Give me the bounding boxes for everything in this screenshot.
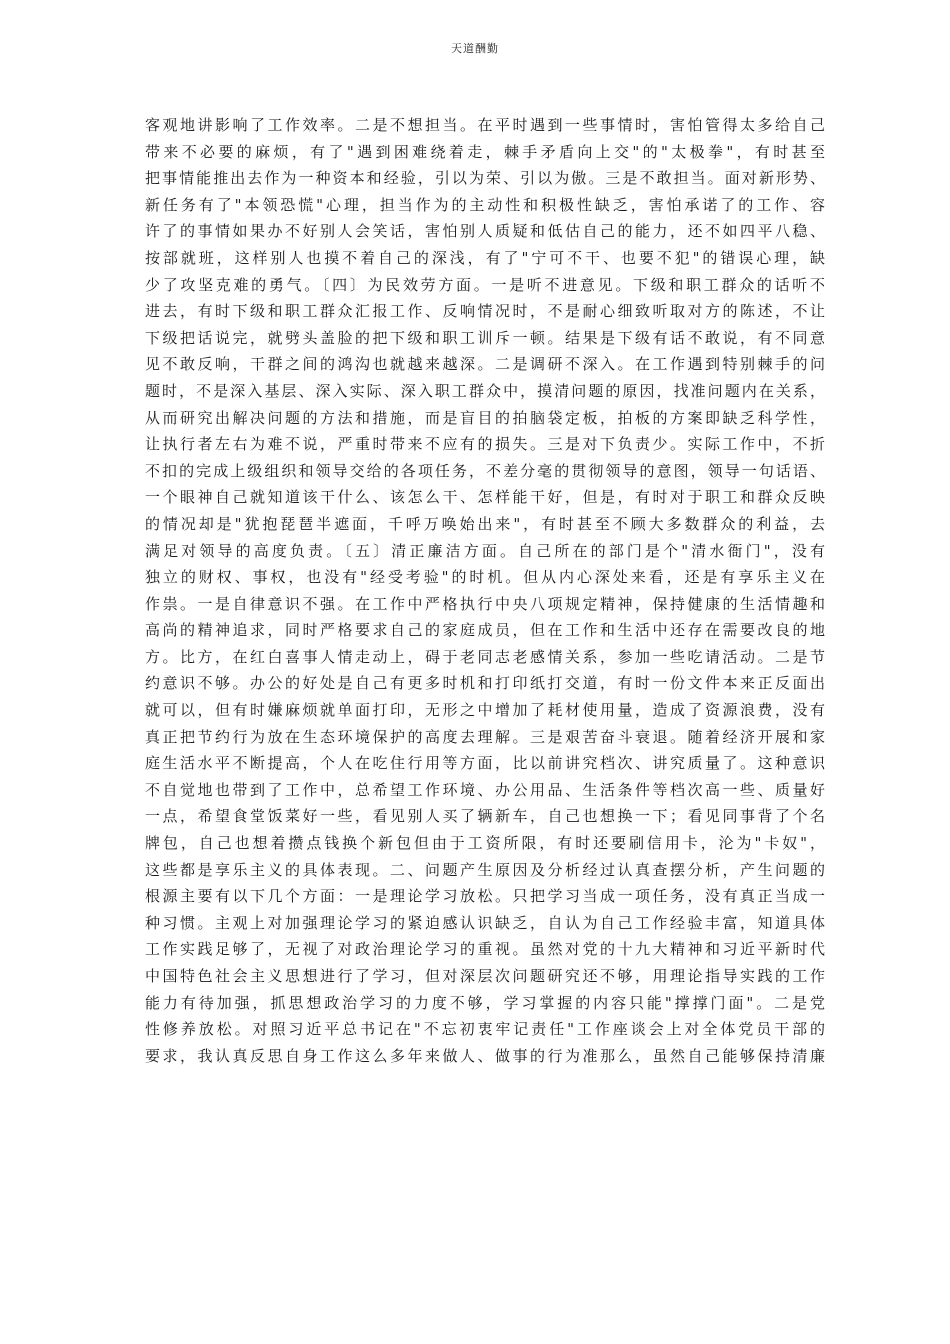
text-line: 独立的财权、事权，也没有"经受考验"的时机。但从内心深处来看，还是有享乐主义在	[145, 568, 825, 587]
text-line: 庭生活水平不断提高，个人在吃住行用等方面，比以前讲究档次、讲究质量了。这种意识	[145, 754, 825, 773]
text-line: 牌包，自己也想着攒点钱换个新包但由于工资所限，有时还要刷信用卡，沦为"卡奴"，	[145, 834, 825, 853]
text-line: 根源主要有以下几个方面：一是理论学习放松。只把学习当成一项任务，没有真正当成一	[145, 887, 825, 906]
text-line: 新任务有了"本领恐慌"心理，担当作为的主动性和积极性缺乏，害怕承诺了的工作、容	[145, 195, 825, 214]
text-line: 一个眼神自己就知道该干什么、该怎么干、怎样能干好，但是，有时对于职工和群众反映	[145, 488, 825, 507]
text-line: 要求，我认真反思自身工作这么多年来做人、做事的行为准那么，虽然自己能够保持清廉	[145, 1046, 825, 1065]
text-line: 不自觉地也带到了工作中，总希望工作环境、办公用品、生活条件等档次高一些、质量好	[145, 780, 825, 799]
text-line: 进去，有时下级和职工群众汇报工作、反响情况时，不是耐心细致听取对方的陈述，不让	[145, 302, 825, 321]
text-line: 性修养放松。对照习近平总书记在"不忘初衷牢记责任"工作座谈会上对全体党员干部的	[145, 1020, 825, 1039]
text-line: 中国特色社会主义思想进行了学习，但对深层次问题研究还不够，用理论指导实践的工作	[145, 967, 825, 985]
text-line: 作祟。一是自律意识不强。在工作中严格执行中央八项规定精神，保持健康的生活情趣和	[145, 594, 825, 613]
document-body	[145, 112, 825, 1069]
text-line: 客观地讲影响了工作效率。二是不想担当。在平时遇到一些事情时，害怕管得太多给自己	[145, 116, 825, 134]
text-line: 题时，不是深入基层、深入实际、深入职工群众中，摸清问题的原因，找准问题内在关系，	[145, 381, 825, 400]
text-line: 下级把话说完，就劈头盖脸的把下级和职工训斥一顿。结果是下级有话不敢说，有不同意	[145, 328, 825, 347]
text-line: 高尚的精神追求，同时严格要求自己的家庭成员，但在工作和生活中还存在需要改良的地	[145, 621, 825, 640]
text-line: 带来不必要的麻烦，有了"遇到困难绕着走，棘手矛盾向上交"的"太极拳"，有时甚至	[145, 142, 825, 161]
text-line: 种习惯。主观上对加强理论学习的紧迫感认识缺乏，自认为自己工作经验丰富，知道具体	[145, 913, 825, 932]
text-line: 少了攻坚克难的勇气。〔四〕为民效劳方面。一是听不进意见。下级和职工群众的话听不	[145, 275, 825, 294]
text-line: 一点，希望食堂饭菜好一些，看见别人买了辆新车，自己也想换一下；看见同事背了个名	[145, 807, 825, 826]
text-line: 让执行者左右为难不说，严重时带来不应有的损失。三是对下负责少。实际工作中，不折	[145, 435, 825, 454]
text-line: 不扣的完成上级组织和领导交给的各项任务，不差分毫的贯彻领导的意图，领导一句话语、	[145, 461, 825, 480]
page-header: 天道酬勤	[451, 42, 499, 55]
text-line: 从而研究出解决问题的方法和措施，而是盲目的拍脑袋定板，拍板的方案即缺乏科学性，	[145, 408, 825, 427]
text-line: 真正把节约行为放在生态环境保护的高度去理解。三是艰苦奋斗衰退。随着经济开展和家	[145, 727, 825, 746]
text-line: 工作实践足够了，无视了对政治理论学习的重视。虽然对党的十九大精神和习近平新时代	[145, 940, 825, 959]
text-line: 能力有待加强，抓思想政治学习的力度不够，学习掌握的内容只能"撑撑门面"。二是党	[145, 993, 825, 1012]
text-line: 见不敢反响，干群之间的鸿沟也就越来越深。二是调研不深入。在工作遇到特别棘手的问	[145, 355, 825, 374]
text-line: 许了的事情如果办不好别人会笑话，害怕别人质疑和低估自己的能力，还不如四平八稳、	[145, 222, 825, 241]
text-line: 就可以，但有时嫌麻烦就单面打印，无形之中增加了耗材使用量，造成了资源浪费，没有	[145, 701, 825, 720]
text-line: 满足对领导的高度负责。〔五〕清正廉洁方面。自己所在的部门是个"清水衙门"，没有	[145, 541, 825, 560]
text-line: 按部就班，这样别人也摸不着自己的深浅，有了"宁可不干、也要不犯"的错误心理，缺	[145, 248, 825, 267]
text-line: 的情况却是"犹抱琵琶半遮面，千呼万唤始出来"，有时甚至不顾大多数群众的利益，去	[145, 514, 825, 533]
text-line: 这些都是享乐主义的具体表现。二、问题产生原因及分析经过认真查摆分析，产生问题的	[145, 860, 825, 879]
text-line: 方。比方，在红白喜事人情走动上，碍于老同志老感情关系，参加一些吃请活动。二是节	[145, 647, 825, 666]
text-line: 约意识不够。办公的好处是自己有更多时机和打印纸打交道，有时一份文件本来正反面出	[145, 674, 825, 693]
text-line: 把事情能推出去作为一种资本和经验，引以为荣、引以为傲。三是不敢担当。面对新形势、	[145, 169, 825, 188]
